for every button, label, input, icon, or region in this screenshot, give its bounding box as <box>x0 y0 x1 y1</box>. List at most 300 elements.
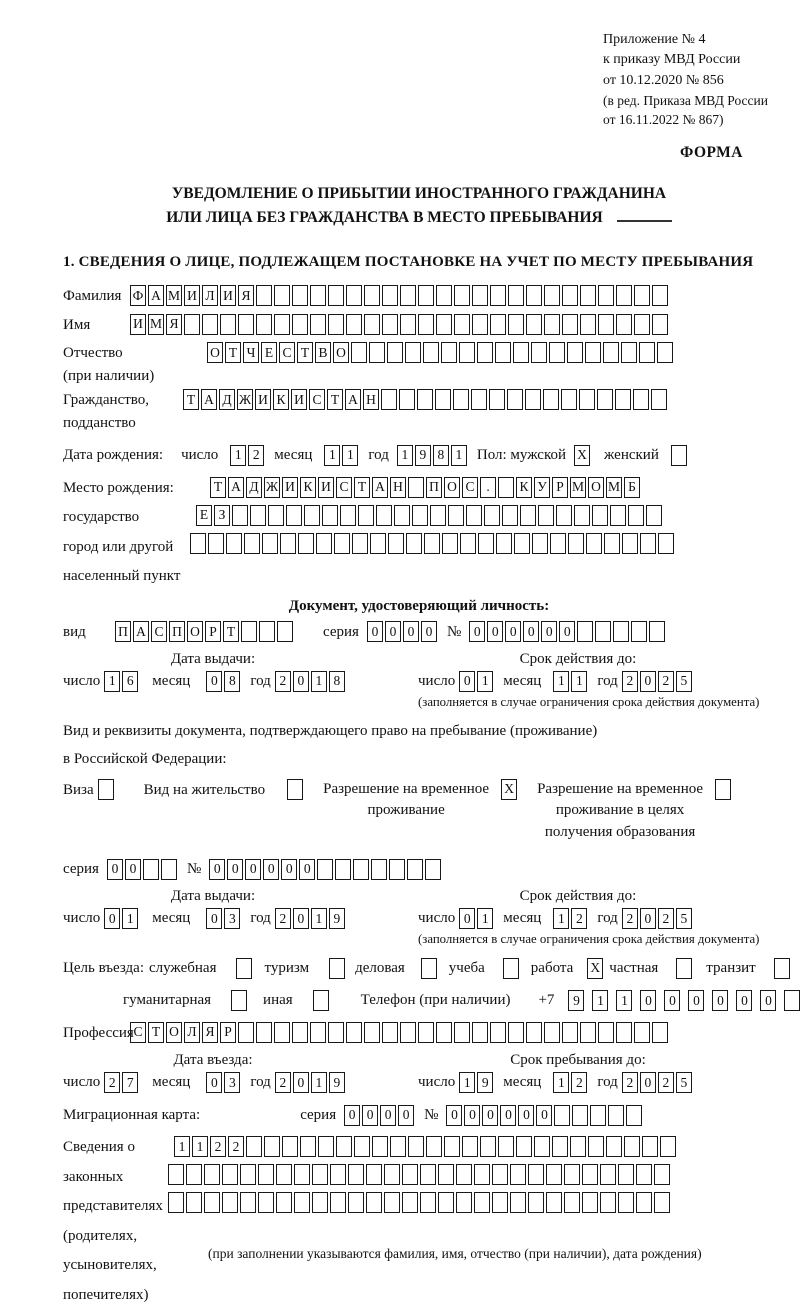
char-box[interactable] <box>564 1192 580 1213</box>
char-box[interactable] <box>633 389 649 410</box>
char-box[interactable] <box>334 533 350 554</box>
char-box[interactable] <box>387 342 403 363</box>
char-box[interactable] <box>436 1022 452 1043</box>
char-box[interactable] <box>562 314 578 335</box>
char-box[interactable] <box>454 285 470 306</box>
char-box[interactable] <box>340 505 356 526</box>
char-box[interactable] <box>546 1192 562 1213</box>
char-box[interactable]: Л <box>202 285 218 306</box>
char-box[interactable] <box>478 533 494 554</box>
permit-valid-day-input[interactable] <box>459 908 495 929</box>
char-box[interactable] <box>369 342 385 363</box>
citizenship-input[interactable] <box>183 389 669 410</box>
char-box[interactable] <box>330 1164 346 1185</box>
char-box[interactable]: 6 <box>122 671 138 692</box>
char-box[interactable] <box>570 1136 586 1157</box>
char-box[interactable] <box>294 1192 310 1213</box>
char-box[interactable] <box>453 389 469 410</box>
char-box[interactable] <box>292 1022 308 1043</box>
char-box[interactable] <box>598 285 614 306</box>
char-box[interactable]: 1 <box>592 990 608 1011</box>
gender-female-checkbox[interactable] <box>671 445 689 466</box>
char-box[interactable] <box>298 533 314 554</box>
permit-number-input[interactable] <box>209 859 443 880</box>
char-box[interactable] <box>346 314 362 335</box>
char-box[interactable]: Я <box>166 314 182 335</box>
visa-checkbox[interactable] <box>98 779 116 800</box>
char-box[interactable]: 2 <box>622 671 638 692</box>
char-box[interactable] <box>496 533 512 554</box>
char-box[interactable] <box>287 779 303 800</box>
char-box[interactable]: М <box>606 477 622 498</box>
char-box[interactable] <box>492 1192 508 1213</box>
char-box[interactable] <box>353 859 369 880</box>
char-box[interactable]: 1 <box>324 445 340 466</box>
char-box[interactable] <box>624 1136 640 1157</box>
char-box[interactable]: М <box>148 314 164 335</box>
char-box[interactable] <box>484 505 500 526</box>
char-box[interactable]: М <box>166 285 182 306</box>
char-box[interactable] <box>598 314 614 335</box>
doc-issue-year-input[interactable] <box>275 671 347 692</box>
char-box[interactable] <box>388 533 404 554</box>
char-box[interactable]: Е <box>261 342 277 363</box>
char-box[interactable]: 0 <box>293 1072 309 1093</box>
char-box[interactable] <box>498 477 514 498</box>
char-box[interactable] <box>329 958 345 979</box>
purpose-tourism-checkbox[interactable] <box>323 958 347 979</box>
char-box[interactable]: Б <box>624 477 640 498</box>
char-box[interactable] <box>489 389 505 410</box>
char-box[interactable] <box>354 1136 370 1157</box>
char-box[interactable] <box>294 1164 310 1185</box>
char-box[interactable] <box>466 505 482 526</box>
char-box[interactable] <box>238 314 254 335</box>
char-box[interactable] <box>626 1105 642 1126</box>
char-box[interactable] <box>544 314 560 335</box>
char-box[interactable]: С <box>279 342 295 363</box>
char-box[interactable]: А <box>345 389 361 410</box>
char-box[interactable] <box>424 533 440 554</box>
char-box[interactable]: 0 <box>206 671 222 692</box>
char-box[interactable] <box>402 1164 418 1185</box>
char-box[interactable]: 1 <box>571 671 587 692</box>
char-box[interactable]: 2 <box>248 445 264 466</box>
char-box[interactable]: 0 <box>263 859 279 880</box>
char-box[interactable]: 1 <box>459 1072 475 1093</box>
char-box[interactable]: 2 <box>275 908 291 929</box>
char-box[interactable] <box>454 314 470 335</box>
char-box[interactable] <box>231 990 247 1011</box>
char-box[interactable] <box>417 389 433 410</box>
char-box[interactable] <box>634 314 650 335</box>
char-box[interactable]: 0 <box>459 908 475 929</box>
char-box[interactable]: X <box>501 779 517 800</box>
char-box[interactable] <box>376 505 392 526</box>
char-box[interactable] <box>525 389 541 410</box>
char-box[interactable] <box>606 1136 622 1157</box>
char-box[interactable]: 1 <box>553 671 569 692</box>
char-box[interactable] <box>366 1164 382 1185</box>
char-box[interactable]: Е <box>196 505 212 526</box>
char-box[interactable]: 7 <box>122 1072 138 1093</box>
char-box[interactable] <box>358 505 374 526</box>
char-box[interactable]: 1 <box>553 1072 569 1093</box>
char-box[interactable] <box>246 1136 262 1157</box>
char-box[interactable]: 9 <box>568 990 584 1011</box>
char-box[interactable] <box>346 1022 362 1043</box>
char-box[interactable]: С <box>462 477 478 498</box>
char-box[interactable] <box>348 1164 364 1185</box>
char-box[interactable] <box>400 1022 416 1043</box>
char-box[interactable] <box>168 1164 184 1185</box>
char-box[interactable] <box>264 1136 280 1157</box>
char-box[interactable] <box>639 342 655 363</box>
char-box[interactable] <box>186 1164 202 1185</box>
char-box[interactable] <box>430 505 446 526</box>
char-box[interactable] <box>312 1164 328 1185</box>
char-box[interactable]: Т <box>225 342 241 363</box>
char-box[interactable] <box>418 1022 434 1043</box>
char-box[interactable]: 1 <box>192 1136 208 1157</box>
char-box[interactable]: Р <box>205 621 221 642</box>
char-box[interactable] <box>600 1164 616 1185</box>
char-box[interactable] <box>579 389 595 410</box>
char-box[interactable]: 0 <box>104 908 120 929</box>
char-box[interactable]: 1 <box>311 1072 327 1093</box>
char-box[interactable] <box>480 1136 496 1157</box>
mig-series-input[interactable] <box>344 1105 416 1126</box>
char-box[interactable]: 0 <box>500 1105 516 1126</box>
char-box[interactable]: Ч <box>243 342 259 363</box>
char-box[interactable]: П <box>115 621 131 642</box>
char-box[interactable] <box>580 285 596 306</box>
char-box[interactable] <box>381 389 397 410</box>
char-box[interactable] <box>444 1136 460 1157</box>
char-box[interactable]: 1 <box>553 908 569 929</box>
char-box[interactable] <box>562 285 578 306</box>
char-box[interactable]: 1 <box>311 671 327 692</box>
char-box[interactable]: П <box>169 621 185 642</box>
char-box[interactable] <box>382 1022 398 1043</box>
char-box[interactable] <box>335 859 351 880</box>
stay-month-input[interactable] <box>553 1072 589 1093</box>
char-box[interactable]: 0 <box>299 859 315 880</box>
char-box[interactable]: 1 <box>477 908 493 929</box>
char-box[interactable] <box>274 1022 290 1043</box>
char-box[interactable]: 9 <box>329 1072 345 1093</box>
char-box[interactable]: 0 <box>367 621 383 642</box>
char-box[interactable]: О <box>207 342 223 363</box>
rep-line-2[interactable] <box>168 1164 702 1185</box>
char-box[interactable] <box>616 1022 632 1043</box>
char-box[interactable] <box>384 1164 400 1185</box>
char-box[interactable] <box>390 1136 406 1157</box>
char-box[interactable] <box>328 1022 344 1043</box>
char-box[interactable]: 2 <box>571 908 587 929</box>
char-box[interactable] <box>318 1136 334 1157</box>
char-box[interactable]: Т <box>297 342 313 363</box>
purpose-work-checkbox[interactable] <box>581 958 605 979</box>
char-box[interactable] <box>364 314 380 335</box>
char-box[interactable] <box>652 1022 668 1043</box>
permit-issue-day-input[interactable] <box>104 908 140 929</box>
char-box[interactable] <box>161 859 177 880</box>
char-box[interactable] <box>472 285 488 306</box>
char-box[interactable] <box>567 342 583 363</box>
gender-male-checkbox[interactable] <box>574 445 592 466</box>
char-box[interactable] <box>544 1022 560 1043</box>
char-box[interactable]: 8 <box>224 671 240 692</box>
char-box[interactable] <box>286 505 302 526</box>
char-box[interactable] <box>258 1164 274 1185</box>
char-box[interactable]: 2 <box>275 671 291 692</box>
permit-issue-year-input[interactable] <box>275 908 347 929</box>
char-box[interactable]: Т <box>327 389 343 410</box>
char-box[interactable] <box>652 314 668 335</box>
char-box[interactable]: 2 <box>622 1072 638 1093</box>
char-box[interactable]: . <box>480 477 496 498</box>
entry-month-input[interactable] <box>206 1072 242 1093</box>
char-box[interactable]: 2 <box>658 671 674 692</box>
char-box[interactable]: И <box>220 285 236 306</box>
char-box[interactable] <box>526 285 542 306</box>
char-box[interactable] <box>276 1192 292 1213</box>
char-box[interactable] <box>222 1192 238 1213</box>
char-box[interactable] <box>406 533 422 554</box>
char-box[interactable] <box>608 1105 624 1126</box>
char-box[interactable] <box>316 533 332 554</box>
char-box[interactable] <box>442 533 458 554</box>
char-box[interactable]: 0 <box>640 990 656 1011</box>
char-box[interactable] <box>282 1136 298 1157</box>
char-box[interactable] <box>423 342 439 363</box>
char-box[interactable] <box>310 314 326 335</box>
char-box[interactable] <box>582 1192 598 1213</box>
char-box[interactable]: Ж <box>237 389 253 410</box>
char-box[interactable] <box>531 342 547 363</box>
char-box[interactable]: 0 <box>125 859 141 880</box>
char-box[interactable] <box>322 505 338 526</box>
rep-line-3[interactable] <box>168 1192 702 1213</box>
char-box[interactable] <box>621 342 637 363</box>
char-box[interactable] <box>715 779 731 800</box>
char-box[interactable]: 0 <box>446 1105 462 1126</box>
stay-year-input[interactable] <box>622 1072 694 1093</box>
char-box[interactable]: Д <box>246 477 262 498</box>
char-box[interactable] <box>421 958 437 979</box>
char-box[interactable] <box>274 314 290 335</box>
char-box[interactable]: О <box>588 477 604 498</box>
char-box[interactable] <box>459 342 475 363</box>
char-box[interactable]: 0 <box>559 621 575 642</box>
char-box[interactable] <box>300 1136 316 1157</box>
char-box[interactable]: 1 <box>397 445 413 466</box>
char-box[interactable] <box>615 389 631 410</box>
char-box[interactable] <box>490 314 506 335</box>
char-box[interactable] <box>372 1136 388 1157</box>
char-box[interactable] <box>507 389 523 410</box>
char-box[interactable] <box>657 342 673 363</box>
mig-number-input[interactable] <box>446 1105 644 1126</box>
char-box[interactable] <box>538 505 554 526</box>
purpose-humanitarian-checkbox[interactable] <box>225 990 249 1011</box>
char-box[interactable] <box>346 285 362 306</box>
char-box[interactable] <box>238 1022 254 1043</box>
char-box[interactable] <box>330 1192 346 1213</box>
char-box[interactable]: С <box>309 389 325 410</box>
char-box[interactable] <box>510 1164 526 1185</box>
char-box[interactable]: 0 <box>206 908 222 929</box>
char-box[interactable] <box>774 958 790 979</box>
doc-valid-month-input[interactable] <box>553 671 589 692</box>
char-box[interactable]: И <box>255 389 271 410</box>
char-box[interactable] <box>402 1192 418 1213</box>
entry-day-input[interactable] <box>104 1072 140 1093</box>
char-box[interactable] <box>236 958 252 979</box>
char-box[interactable] <box>544 285 560 306</box>
char-box[interactable]: 2 <box>104 1072 120 1093</box>
purpose-business-checkbox[interactable] <box>230 958 254 979</box>
char-box[interactable] <box>658 533 674 554</box>
char-box[interactable] <box>634 1022 650 1043</box>
char-box[interactable] <box>204 1192 220 1213</box>
char-box[interactable] <box>352 533 368 554</box>
char-box[interactable] <box>405 342 421 363</box>
char-box[interactable] <box>259 621 275 642</box>
doc-series-input[interactable] <box>367 621 439 642</box>
name-input[interactable] <box>130 314 670 335</box>
char-box[interactable] <box>574 505 590 526</box>
char-box[interactable] <box>492 1164 508 1185</box>
char-box[interactable]: 0 <box>536 1105 552 1126</box>
purpose-transit-checkbox[interactable] <box>768 958 792 979</box>
char-box[interactable]: А <box>372 477 388 498</box>
char-box[interactable] <box>636 1192 652 1213</box>
char-box[interactable] <box>280 533 296 554</box>
char-box[interactable] <box>382 285 398 306</box>
char-box[interactable] <box>208 533 224 554</box>
char-box[interactable]: 0 <box>688 990 704 1011</box>
char-box[interactable] <box>348 1192 364 1213</box>
char-box[interactable]: 0 <box>518 1105 534 1126</box>
char-box[interactable]: К <box>273 389 289 410</box>
char-box[interactable] <box>436 285 452 306</box>
char-box[interactable] <box>143 859 159 880</box>
char-box[interactable] <box>654 1192 670 1213</box>
char-box[interactable]: С <box>336 477 352 498</box>
char-box[interactable] <box>502 505 518 526</box>
char-box[interactable] <box>364 285 380 306</box>
dob-month-input[interactable] <box>324 445 360 466</box>
char-box[interactable] <box>256 285 272 306</box>
char-box[interactable] <box>676 958 692 979</box>
char-box[interactable] <box>407 859 423 880</box>
char-box[interactable]: 0 <box>482 1105 498 1126</box>
char-box[interactable] <box>550 533 566 554</box>
char-box[interactable] <box>528 1164 544 1185</box>
birth-place-line-2[interactable] <box>196 505 676 526</box>
char-box[interactable] <box>618 1192 634 1213</box>
char-box[interactable]: И <box>318 477 334 498</box>
char-box[interactable]: 0 <box>640 908 656 929</box>
char-box[interactable] <box>408 477 424 498</box>
char-box[interactable]: 2 <box>658 908 674 929</box>
char-box[interactable] <box>292 285 308 306</box>
char-box[interactable] <box>562 1022 578 1043</box>
char-box[interactable] <box>274 285 290 306</box>
permit-series-input[interactable] <box>107 859 179 880</box>
char-box[interactable] <box>508 285 524 306</box>
profession-input[interactable] <box>130 1022 670 1043</box>
char-box[interactable]: Д <box>219 389 235 410</box>
char-box[interactable]: И <box>184 285 200 306</box>
char-box[interactable] <box>250 505 266 526</box>
doc-type-input[interactable] <box>115 621 295 642</box>
char-box[interactable] <box>256 1022 272 1043</box>
char-box[interactable] <box>400 314 416 335</box>
char-box[interactable] <box>441 342 457 363</box>
char-box[interactable] <box>462 1136 478 1157</box>
char-box[interactable]: Т <box>223 621 239 642</box>
char-box[interactable] <box>592 505 608 526</box>
char-box[interactable]: 2 <box>210 1136 226 1157</box>
char-box[interactable]: П <box>426 477 442 498</box>
char-box[interactable] <box>328 314 344 335</box>
char-box[interactable] <box>364 1022 380 1043</box>
char-box[interactable] <box>597 389 613 410</box>
char-box[interactable]: 0 <box>523 621 539 642</box>
char-box[interactable] <box>503 958 519 979</box>
char-box[interactable] <box>636 1164 652 1185</box>
char-box[interactable] <box>336 1136 352 1157</box>
char-box[interactable] <box>628 505 644 526</box>
char-box[interactable] <box>490 285 506 306</box>
char-box[interactable]: 0 <box>640 671 656 692</box>
char-box[interactable]: А <box>133 621 149 642</box>
char-box[interactable] <box>351 342 367 363</box>
char-box[interactable]: Н <box>390 477 406 498</box>
temp-residence-checkbox[interactable] <box>501 779 519 800</box>
purpose-private-checkbox[interactable] <box>670 958 694 979</box>
char-box[interactable] <box>312 1192 328 1213</box>
char-box[interactable]: X <box>587 958 603 979</box>
char-box[interactable] <box>598 1022 614 1043</box>
char-box[interactable]: 9 <box>415 445 431 466</box>
char-box[interactable] <box>240 1164 256 1185</box>
doc-valid-day-input[interactable] <box>459 671 495 692</box>
char-box[interactable]: 1 <box>104 671 120 692</box>
char-box[interactable] <box>268 505 284 526</box>
char-box[interactable]: 0 <box>398 1105 414 1126</box>
char-box[interactable] <box>546 1164 562 1185</box>
char-box[interactable] <box>240 1192 256 1213</box>
permit-issue-month-input[interactable] <box>206 908 242 929</box>
char-box[interactable]: 0 <box>281 859 297 880</box>
char-box[interactable] <box>310 285 326 306</box>
char-box[interactable]: И <box>130 314 146 335</box>
char-box[interactable] <box>370 533 386 554</box>
char-box[interactable]: 2 <box>571 1072 587 1093</box>
char-box[interactable]: И <box>282 477 298 498</box>
char-box[interactable]: 0 <box>293 671 309 692</box>
char-box[interactable]: 1 <box>230 445 246 466</box>
char-box[interactable] <box>222 1164 238 1185</box>
char-box[interactable] <box>508 1022 524 1043</box>
char-box[interactable]: 1 <box>451 445 467 466</box>
char-box[interactable] <box>471 389 487 410</box>
char-box[interactable]: 2 <box>658 1072 674 1093</box>
